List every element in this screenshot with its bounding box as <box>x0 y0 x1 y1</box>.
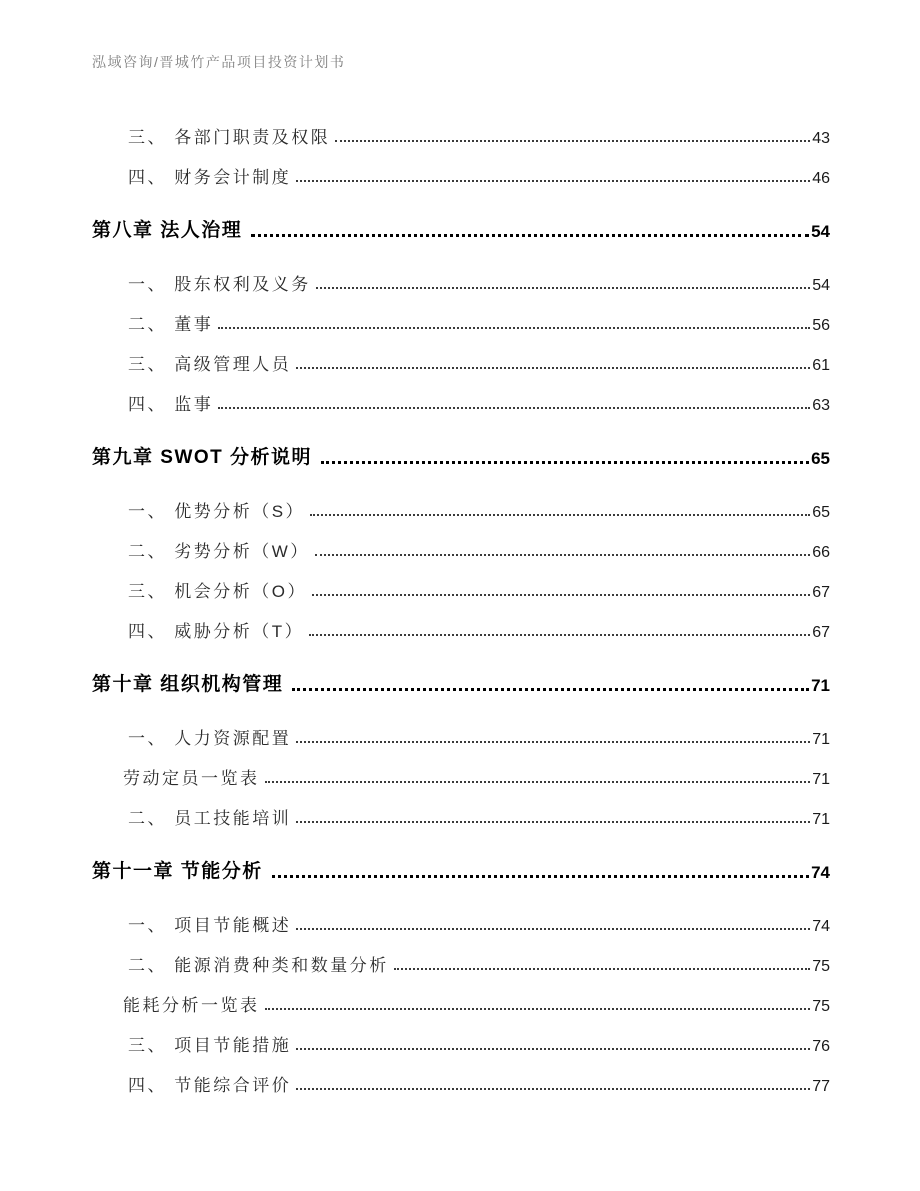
toc-entry[interactable] <box>128 564 830 604</box>
toc-entry-label: 第九章 SWOT 分析说明 <box>92 447 313 468</box>
dot-leader <box>312 594 810 596</box>
toc-entry[interactable] <box>128 110 830 150</box>
toc-entry-page: 54 <box>812 277 830 294</box>
dot-leader <box>296 741 810 743</box>
toc-table-caption-entry[interactable] <box>123 751 830 791</box>
toc-entry[interactable] <box>128 377 830 417</box>
toc-entry-page: 46 <box>812 170 830 187</box>
toc-entry-page: 56 <box>812 317 830 334</box>
dot-leader <box>272 875 809 878</box>
toc-entry-page: 75 <box>812 998 830 1015</box>
dot-leader <box>296 928 810 930</box>
toc-entry-page: 65 <box>811 449 830 468</box>
toc-entry[interactable] <box>128 524 830 564</box>
dot-leader <box>296 821 810 823</box>
toc-entry[interactable] <box>128 337 830 377</box>
dot-leader <box>292 688 809 691</box>
toc-entry-label: 二、 能源消费种类和数量分析 <box>128 956 389 975</box>
toc-entry-label: 三、 机会分析（O） <box>128 582 307 601</box>
toc-entry-label: 三、 各部门职责及权限 <box>128 128 331 147</box>
toc-entry[interactable] <box>128 791 830 831</box>
toc-entry[interactable] <box>128 1018 830 1058</box>
toc-entry-label: 二、 员工技能培训 <box>128 809 292 828</box>
toc-entry-page: 71 <box>811 676 830 695</box>
dot-leader <box>265 781 811 783</box>
toc-entry-page: 67 <box>812 624 830 641</box>
toc-entry-label: 劳动定员一览表 <box>123 769 260 788</box>
toc-entry-label: 一、 优势分析（S） <box>128 502 306 521</box>
toc-chapter-entry[interactable] <box>92 657 830 698</box>
toc-entry[interactable] <box>128 898 830 938</box>
toc-entry-label: 二、 劣势分析（W） <box>128 542 310 561</box>
toc-entry-label: 一、 人力资源配置 <box>128 729 292 748</box>
toc-entry-page: 74 <box>811 863 830 882</box>
toc-entry-page: 75 <box>812 958 830 975</box>
dot-leader <box>309 634 810 636</box>
toc-entry-label: 第十章 组织机构管理 <box>92 674 284 695</box>
dot-leader <box>315 554 810 556</box>
toc-entry-label: 一、 股东权利及义务 <box>128 275 311 294</box>
toc-entry[interactable] <box>128 297 830 337</box>
toc-entry-label: 第十一章 节能分析 <box>92 861 263 882</box>
toc-chapter-entry[interactable] <box>92 430 830 471</box>
toc-entry-page: 74 <box>812 918 830 935</box>
dot-leader <box>310 514 810 516</box>
toc-entry-label: 四、 威胁分析（T） <box>128 622 305 641</box>
toc-entry-label: 四、 财务会计制度 <box>128 168 292 187</box>
toc-entry-page: 67 <box>812 584 830 601</box>
toc-entry-page: 66 <box>812 544 830 561</box>
dot-leader <box>321 461 809 464</box>
toc-entry-page: 71 <box>812 811 830 828</box>
toc-entry-label: 二、 董事 <box>128 315 214 334</box>
dot-leader <box>316 287 810 289</box>
toc-entry-label: 四、 节能综合评价 <box>128 1076 292 1095</box>
dot-leader <box>394 968 810 970</box>
toc-chapter-entry[interactable] <box>92 203 830 244</box>
toc-entry-page: 65 <box>812 504 830 521</box>
toc-entry[interactable] <box>128 150 830 190</box>
toc-entry[interactable] <box>128 711 830 751</box>
document-header: 泓域咨询/晋城竹产品项目投资计划书 <box>92 54 346 70</box>
toc-entry-label: 三、 高级管理人员 <box>128 355 292 374</box>
toc-entry-page: 61 <box>812 357 830 374</box>
toc-entry-page: 76 <box>812 1038 830 1055</box>
toc-entry-page: 43 <box>812 130 830 147</box>
toc-entry-page: 77 <box>812 1078 830 1095</box>
dot-leader <box>335 140 810 142</box>
toc-entry-label: 四、 监事 <box>128 395 214 414</box>
toc-entry[interactable] <box>128 257 830 297</box>
dot-leader <box>296 1088 810 1090</box>
toc-entry[interactable] <box>128 484 830 524</box>
toc-chapter-entry[interactable] <box>92 844 830 885</box>
toc-entry-label: 能耗分析一览表 <box>123 996 260 1015</box>
toc-entry-label: 三、 项目节能措施 <box>128 1036 292 1055</box>
toc-entry-page: 54 <box>811 222 830 241</box>
dot-leader <box>251 234 809 237</box>
toc-entry-label: 一、 项目节能概述 <box>128 916 292 935</box>
toc-table-caption-entry[interactable] <box>123 978 830 1018</box>
dot-leader <box>218 327 810 329</box>
toc-entry[interactable] <box>128 938 830 978</box>
dot-leader <box>296 180 810 182</box>
toc-entry[interactable] <box>128 1058 830 1098</box>
table-of-contents <box>92 110 830 1098</box>
toc-entry-page: 71 <box>812 731 830 748</box>
toc-entry-label: 第八章 法人治理 <box>92 220 243 241</box>
dot-leader <box>218 407 810 409</box>
dot-leader <box>296 367 810 369</box>
toc-entry-page: 71 <box>812 771 830 788</box>
toc-entry[interactable] <box>128 604 830 644</box>
dot-leader <box>265 1008 811 1010</box>
toc-entry-page: 63 <box>812 397 830 414</box>
dot-leader <box>296 1048 810 1050</box>
